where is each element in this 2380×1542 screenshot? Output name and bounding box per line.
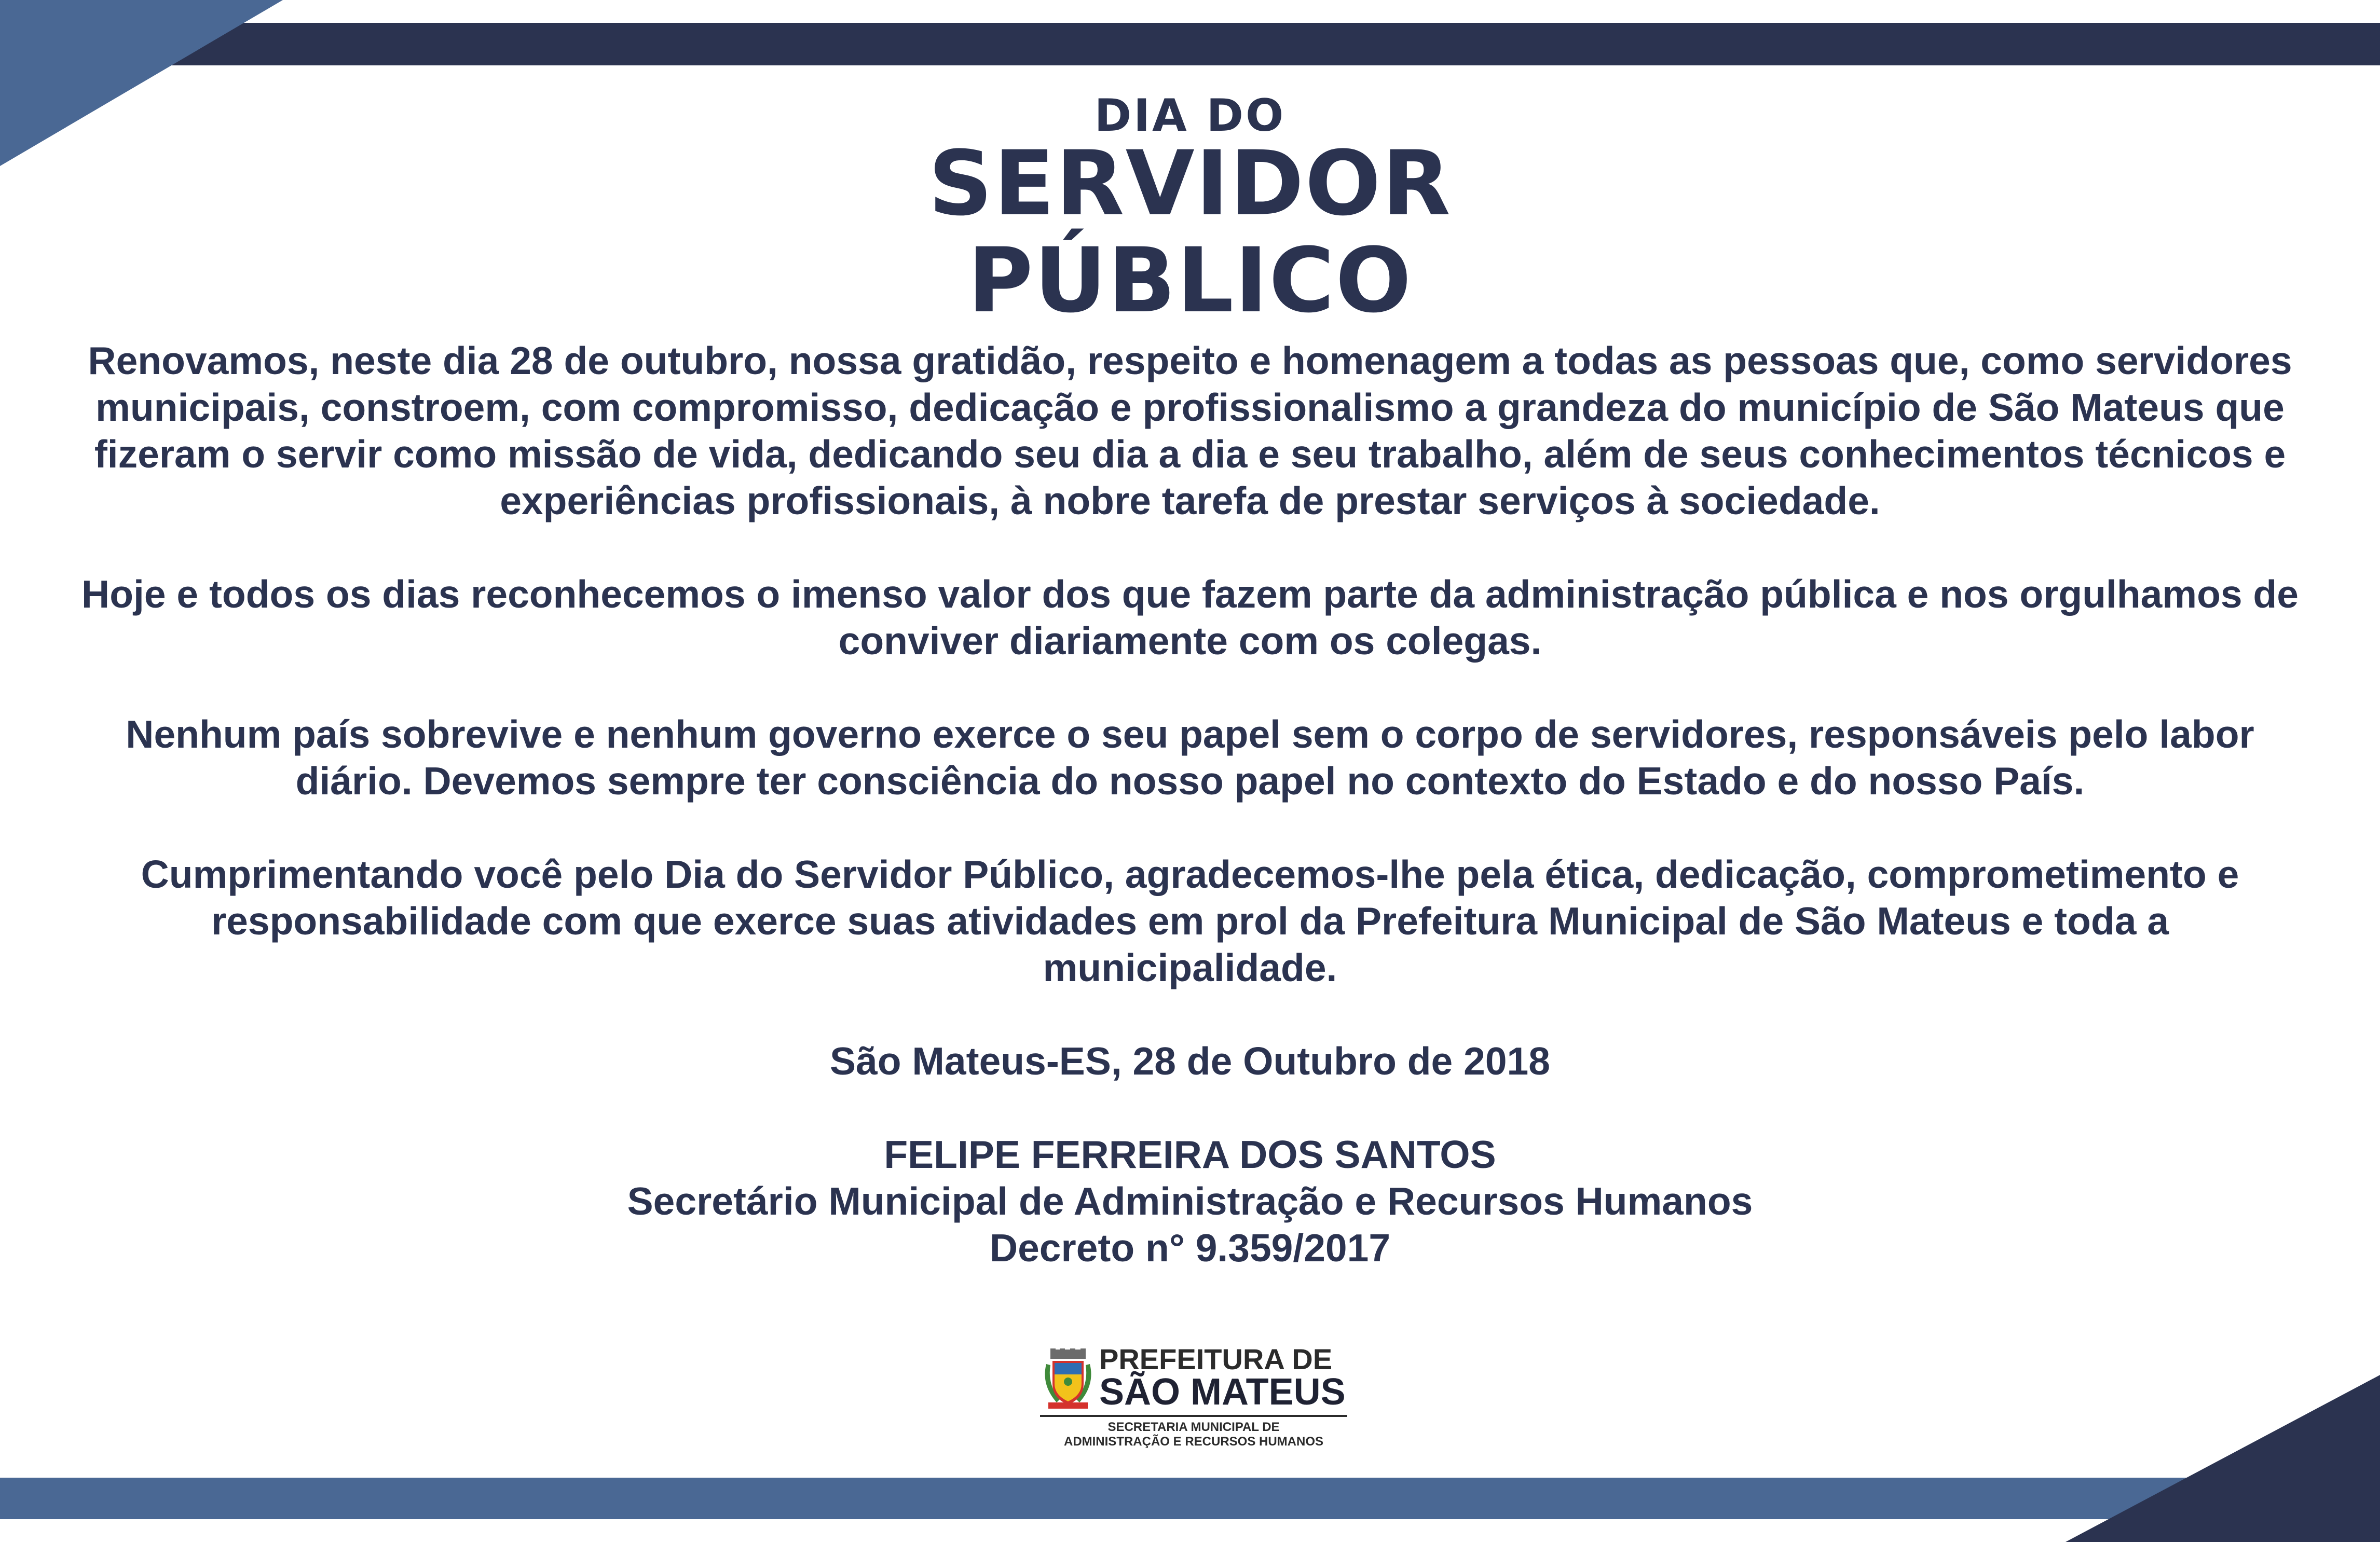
signatory-role: Secretário Municipal de Administração e Recursos Humanos — [627, 1179, 1753, 1223]
signatory-name: FELIPE FERREIRA DOS SANTOS — [884, 1133, 1496, 1176]
title-line-2: SERVIDOR — [928, 131, 1452, 236]
signatory-decree: Decreto n° 9.359/2017 — [989, 1226, 1391, 1270]
message-body — [62, 337, 2318, 1271]
bottom-band — [0, 1478, 2380, 1519]
paragraph-3: Nenhum país sobrevive e nenhum governo exerce o seu papel sem o corpo de servidores, responsáveis pelo labor diário. Devemos sempre ter consciência do nosso papel no contexto do Estado e do nosso País. — [126, 712, 2254, 803]
paragraph-4: Cumprimentando você pelo Dia do Servidor Público, agradecemos-lhe pela ética, dedicação, comprometimento e responsabilidade com que exerce suas atividades em prol da Prefeitura Municipal de São Mateus e toda a municipalidade. — [141, 852, 2239, 989]
logo-subtitle-1: SECRETARIA MUNICIPAL DE — [1107, 1420, 1280, 1434]
logo-subtitle-2: ADMINISTRAÇÃO E RECURSOS HUMANOS — [1063, 1435, 1323, 1449]
signature-block — [62, 1131, 2318, 1271]
logo-divider — [1040, 1415, 1347, 1417]
title-line-3: PÚBLICO — [967, 228, 1413, 333]
paragraph-2: Hoje e todos os dias reconhecemos o imenso valor dos que fazem parte da administração pública e nos orgulhamos de conviver diariamente com os colegas. — [81, 572, 2299, 663]
prefeitura-logo — [1038, 1341, 1349, 1450]
title-line-1: DIA DO — [1094, 90, 1286, 142]
logo-line-1: PREFEITURA DE — [1099, 1343, 1333, 1375]
coat-of-arms-icon — [1041, 1348, 1095, 1410]
dateline: São Mateus-ES, 28 de Outubro de 2018 — [830, 1039, 1550, 1083]
paragraph-1: Renovamos, neste dia 28 de outubro, nossa gratidão, respeito e homenagem a todas as pessoas que, como servidores municipais, constroem, com compromisso, dedicação e profissionalismo a grandeza do município de São Mateus que fizeram o servir como missão de vida, dedicando seu dia a dia e seu trabalho, além de seus conhecimentos técnicos e experiências profissionais, à nobre tarefa de prestar serviços à sociedade. — [88, 339, 2292, 522]
logo-line-2: SÃO MATEUS — [1099, 1371, 1346, 1413]
top-band — [156, 23, 2380, 65]
